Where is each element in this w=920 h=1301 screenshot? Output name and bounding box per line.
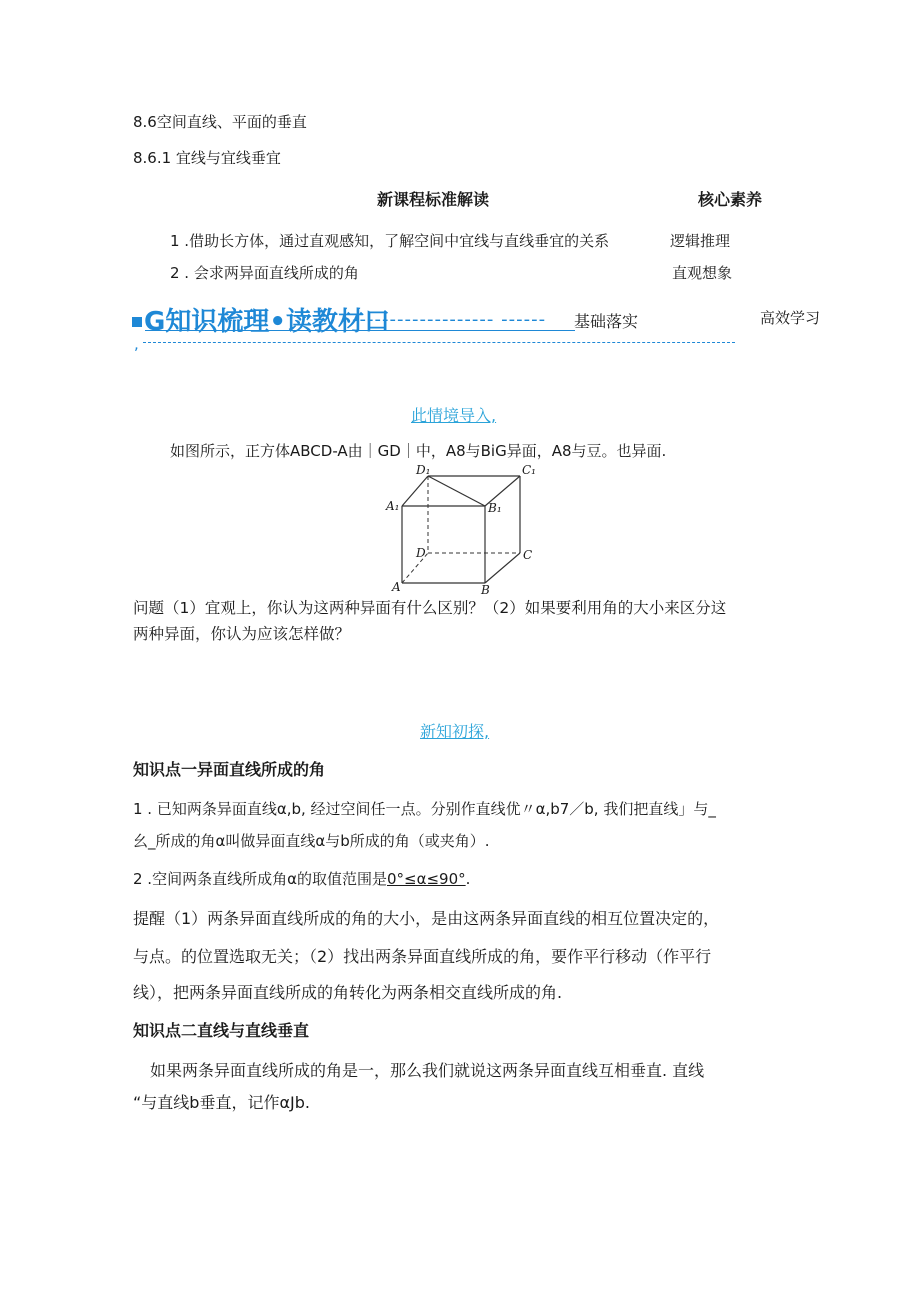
label-c: C <box>523 548 533 562</box>
kp1-item1-line1: 1 . 已知两条异面直线α,b, 经过空间任一点。分别作直线优〃α,b7／b, 我们把直线」与_ <box>133 800 716 818</box>
intro-text: 如图所示，正方体ABCD-A由｜GD｜中，A8与BiG异面，A8与豆。也异面. <box>170 442 667 460</box>
table-header-right: 核心素养 <box>698 190 763 209</box>
knowledge-bar-subtitle: •读教材口 <box>269 307 390 337</box>
table-row2-right: 直观想象 <box>672 264 733 282</box>
kp1-item2-prefix: 2 .空间两条直线所成角α的取值范围是 <box>133 870 387 888</box>
table-row1-left: 1 .借助长方体，通过直观感知，了解空间中宜线与直线垂宜的关系 <box>170 232 610 250</box>
cube-figure <box>380 460 536 597</box>
label-b: B <box>481 583 490 597</box>
kp1-title: 知识点一异面直线所成的角 <box>133 760 326 779</box>
label-b1: B₁ <box>488 501 502 515</box>
new-knowledge-heading: 新知初探, <box>420 722 490 741</box>
kp1-item2-suffix: . <box>465 870 471 888</box>
label-a1: A₁ <box>386 499 400 513</box>
edge-d1b1 <box>428 476 485 506</box>
square-icon <box>132 317 142 327</box>
tip-line1: 提醒（1）两条异面直线所成的角的大小，是由这两条异面直线的相互位置决定的， <box>133 909 720 928</box>
kp1-item2 <box>133 869 470 889</box>
section-title: 8.6空间直线、平面的垂直 <box>133 113 307 131</box>
label-d: D <box>416 546 426 560</box>
table-row1-right: 逻辑推理 <box>670 232 731 250</box>
dashed-divider <box>143 342 735 343</box>
table-row2-left: 2 . 会求两异面直线所成的角 <box>170 264 359 282</box>
kp2-line2: “与直线b垂直，记作αJb. <box>133 1093 310 1112</box>
table-header-left: 新课程标准解读 <box>377 190 490 209</box>
kp1-item1-line2: 幺_所成的角α叫做异面直线α与b所成的角（或夹角）. <box>133 832 490 850</box>
knowledge-bar-title: 知识梳理 <box>165 307 270 337</box>
label-c1: C₁ <box>522 463 536 477</box>
intro-question-line2: 两种异面，你认为应该怎样做？ <box>133 625 351 643</box>
knowledge-bar-dashes: ------------------- ------ <box>352 309 547 330</box>
edge-bc <box>485 553 520 583</box>
kp1-item2-range: 0°≤α≤90° <box>386 870 466 888</box>
edge-a1d1 <box>402 476 428 506</box>
label-d1: D₁ <box>416 463 431 477</box>
knowledge-bar-far-right: 高效学习 <box>760 309 821 327</box>
subsection-title: 8.6.1 宜线与宜线垂宜 <box>133 149 281 167</box>
knowledge-bar-lead-char: , <box>134 335 139 353</box>
tip-line2: 与点。的位置选取无关；（2）找出两条异面直线所成的角，要作平行移动（作平行 <box>133 947 712 966</box>
intro-heading: 此情境导入, <box>411 406 497 425</box>
knowledge-bar-underline <box>145 330 575 331</box>
label-a: A <box>392 580 401 594</box>
intro-question-line1: 问题（1）宜观上，你认为这两种异面有什么区别？（2）如果要利用角的大小来区分这 <box>133 599 727 617</box>
kp2-line1: 如果两条异面直线所成的角是一，那么我们就说这两条异面直线互相垂直. 直线 <box>150 1061 705 1080</box>
kp2-title: 知识点二直线与直线垂直 <box>133 1021 310 1040</box>
knowledge-bar-right-label: 基础落实 <box>574 312 639 331</box>
tip-line3: 线），把两条异面直线所成的角转化为两条相交直线所成的角. <box>133 983 563 1002</box>
knowledge-bar-prefix: G <box>144 307 166 337</box>
